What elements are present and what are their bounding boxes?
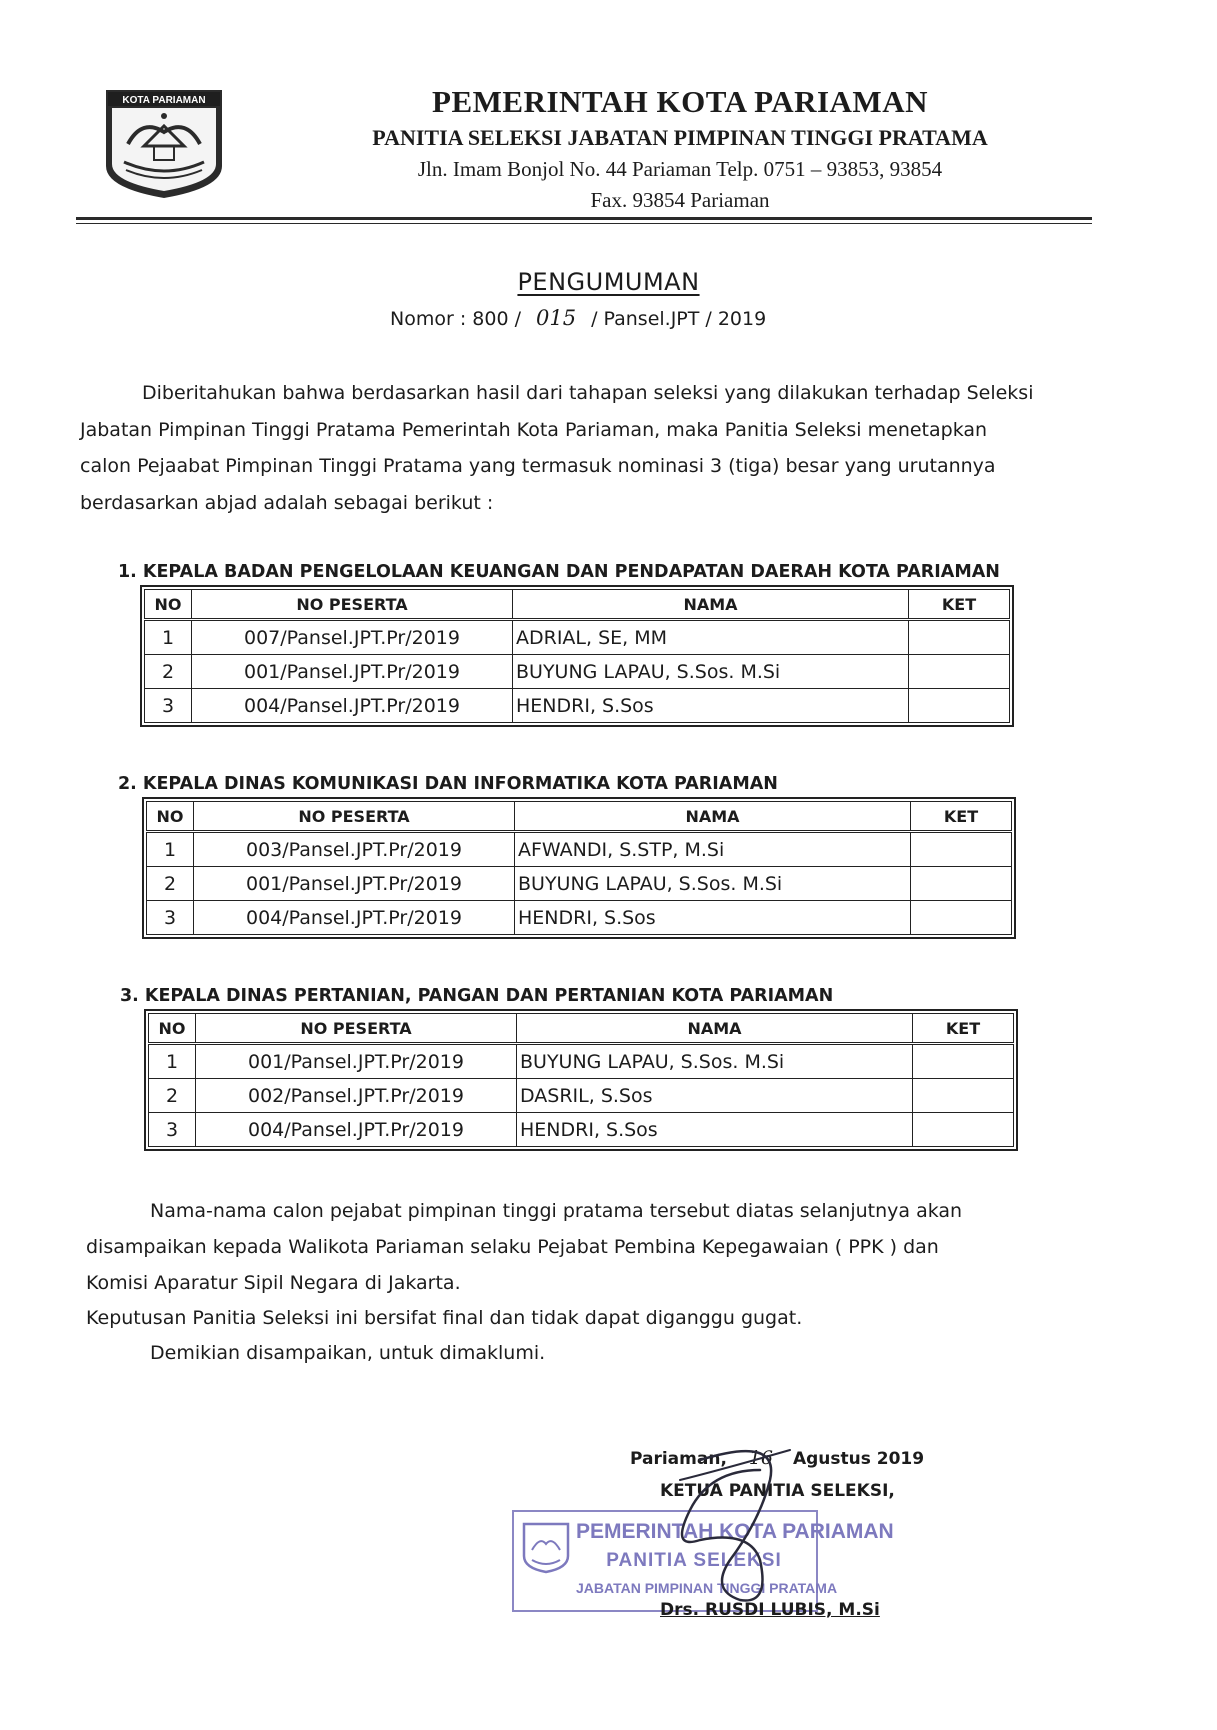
cell-remarks — [911, 867, 1012, 901]
table-row — [145, 655, 1010, 689]
cell-participant-number: 004/Pansel.JPT.Pr/2019 — [192, 689, 513, 723]
signature-place: Pariaman, — [630, 1449, 727, 1469]
cell-no: 1 — [149, 1044, 196, 1079]
cell-participant-number: 004/Pansel.JPT.Pr/2019 — [194, 901, 515, 935]
cell-no: 2 — [145, 655, 192, 689]
emblem-text: KOTA PARIAMAN — [122, 95, 206, 106]
cell-name: HENDRI, S.Sos — [517, 1113, 913, 1147]
header-remarks: KET — [913, 1014, 1014, 1044]
table-row — [147, 832, 1012, 867]
header-no: NO — [145, 590, 192, 620]
cell-participant-number: 002/Pansel.JPT.Pr/2019 — [196, 1079, 517, 1113]
nominee-table — [142, 797, 1016, 939]
cell-participant-number: 001/Pansel.JPT.Pr/2019 — [192, 655, 513, 689]
header-participant-number: NO PESERTA — [192, 590, 513, 620]
stamp-line-2: PANITIA SELEKSI — [606, 1550, 782, 1571]
section-title: 3. KEPALA DINAS PERTANIAN, PANGAN DAN PERTANIAN KOTA PARIAMAN — [120, 986, 834, 1006]
intro-line-3: calon Pejaabat Pimpinan Tinggi Pratama yang termasuk nominasi 3 (tiga) besar yang urutannya — [80, 455, 996, 477]
table-header-row — [149, 1014, 1014, 1044]
table-row — [147, 901, 1012, 935]
cell-participant-number: 003/Pansel.JPT.Pr/2019 — [194, 832, 515, 867]
cell-remarks — [909, 655, 1010, 689]
cell-name: AFWANDI, S.STP, M.Si — [515, 832, 911, 867]
letterhead-fax: Fax. 93854 Pariaman — [590, 188, 770, 212]
table-row — [147, 867, 1012, 901]
cell-name: HENDRI, S.Sos — [515, 901, 911, 935]
section-title: 1. KEPALA BADAN PENGELOLAAN KEUANGAN DAN PENDAPATAN DAERAH KOTA PARIAMAN — [118, 562, 1000, 582]
announcement-number — [390, 306, 766, 330]
cell-no: 3 — [147, 901, 194, 935]
header-name: NAMA — [517, 1014, 913, 1044]
cell-name: BUYUNG LAPAU, S.Sos. M.Si — [515, 867, 911, 901]
letterhead-committee: PANITIA SELEKSI JABATAN PIMPINAN TINGGI PRATAMA — [372, 125, 988, 150]
header-no: NO — [149, 1014, 196, 1044]
header-name: NAMA — [515, 802, 911, 832]
stamp-line-3: JABATAN PIMPINAN TINGGI PRATAMA — [576, 1580, 838, 1596]
letterhead-divider-thin — [76, 223, 1092, 224]
cell-remarks — [909, 620, 1010, 655]
stamp-emblem-icon — [522, 1522, 570, 1574]
signature-position: KETUA PANITIA SELEKSI, — [660, 1481, 895, 1501]
number-prefix: Nomor : 800 / — [390, 308, 521, 330]
intro-line-1: Diberitahukan bahwa berdasarkan hasil dari tahapan seleksi yang dilakukan terhadap Seleksi — [142, 382, 1034, 404]
cell-remarks — [909, 689, 1010, 723]
table-row — [149, 1044, 1014, 1079]
signature-month-year: Agustus 2019 — [792, 1449, 925, 1469]
header-participant-number: NO PESERTA — [194, 802, 515, 832]
header-participant-number: NO PESERTA — [196, 1014, 517, 1044]
header-remarks: KET — [911, 802, 1012, 832]
cell-remarks — [911, 901, 1012, 935]
cell-no: 3 — [149, 1113, 196, 1147]
cell-participant-number: 001/Pansel.JPT.Pr/2019 — [194, 867, 515, 901]
table-row — [145, 689, 1010, 723]
cell-name: BUYUNG LAPAU, S.Sos. M.Si — [513, 655, 909, 689]
letterhead-government: PEMERINTAH KOTA PARIAMAN — [432, 84, 928, 119]
cell-name: ADRIAL, SE, MM — [513, 620, 909, 655]
cell-name: DASRIL, S.Sos — [517, 1079, 913, 1113]
letterhead-address: Jln. Imam Bonjol No. 44 Pariaman Telp. 0751 – 93853, 93854 — [417, 157, 943, 181]
cell-participant-number: 001/Pansel.JPT.Pr/2019 — [196, 1044, 517, 1079]
announcement-title: PENGUMUMAN — [517, 268, 700, 296]
table-row — [149, 1079, 1014, 1113]
intro-line-2: Jabatan Pimpinan Tinggi Pratama Pemerintah Kota Pariaman, maka Panitia Seleksi menetapkan — [80, 419, 988, 441]
header-name: NAMA — [513, 590, 909, 620]
number-suffix: / Pansel.JPT / 2019 — [591, 308, 767, 330]
signature-date — [630, 1447, 924, 1469]
closing-line-1: Nama-nama calon pejabat pimpinan tinggi pratama tersebut diatas selanjutnya akan — [150, 1200, 963, 1222]
cell-participant-number: 007/Pansel.JPT.Pr/2019 — [192, 620, 513, 655]
stamp-line-1: PEMERINTAH KOTA PARIAMAN — [576, 1520, 894, 1543]
city-emblem-logo — [104, 88, 224, 200]
table-row — [149, 1113, 1014, 1147]
cell-no: 1 — [147, 832, 194, 867]
table-row — [145, 620, 1010, 655]
table-header-row — [147, 802, 1012, 832]
signature-day-handwritten: 16 — [748, 1447, 774, 1469]
intro-line-4: berdasarkan abjad adalah sebagai berikut : — [80, 492, 494, 514]
cell-remarks — [913, 1113, 1014, 1147]
nominee-table — [144, 1009, 1018, 1151]
cell-remarks — [911, 832, 1012, 867]
cell-name: BUYUNG LAPAU, S.Sos. M.Si — [517, 1044, 913, 1079]
cell-no: 2 — [149, 1079, 196, 1113]
nominee-table — [140, 585, 1014, 727]
closing-line-2: disampaikan kepada Walikota Pariaman selaku Pejabat Pembina Kepegawaian ( PPK ) dan — [86, 1236, 939, 1258]
number-handwritten: 015 — [535, 306, 577, 330]
cell-remarks — [913, 1079, 1014, 1113]
header-no: NO — [147, 802, 194, 832]
cell-participant-number: 004/Pansel.JPT.Pr/2019 — [196, 1113, 517, 1147]
signatory-name: Drs. RUSDI LUBIS, M.Si — [660, 1600, 880, 1620]
cell-no: 2 — [147, 867, 194, 901]
closing-line-3: Komisi Aparatur Sipil Negara di Jakarta. — [86, 1272, 461, 1294]
cell-name: HENDRI, S.Sos — [513, 689, 909, 723]
cell-no: 1 — [145, 620, 192, 655]
closing-line-4: Keputusan Panitia Seleksi ini bersifat final dan tidak dapat diganggu gugat. — [86, 1307, 803, 1329]
table-header-row — [145, 590, 1010, 620]
section-title: 2. KEPALA DINAS KOMUNIKASI DAN INFORMATIKA KOTA PARIAMAN — [118, 774, 778, 794]
letterhead-divider — [76, 217, 1092, 220]
cell-remarks — [913, 1044, 1014, 1079]
header-remarks: KET — [909, 590, 1010, 620]
closing-line-5: Demikian disampaikan, untuk dimaklumi. — [150, 1342, 546, 1364]
cell-no: 3 — [145, 689, 192, 723]
